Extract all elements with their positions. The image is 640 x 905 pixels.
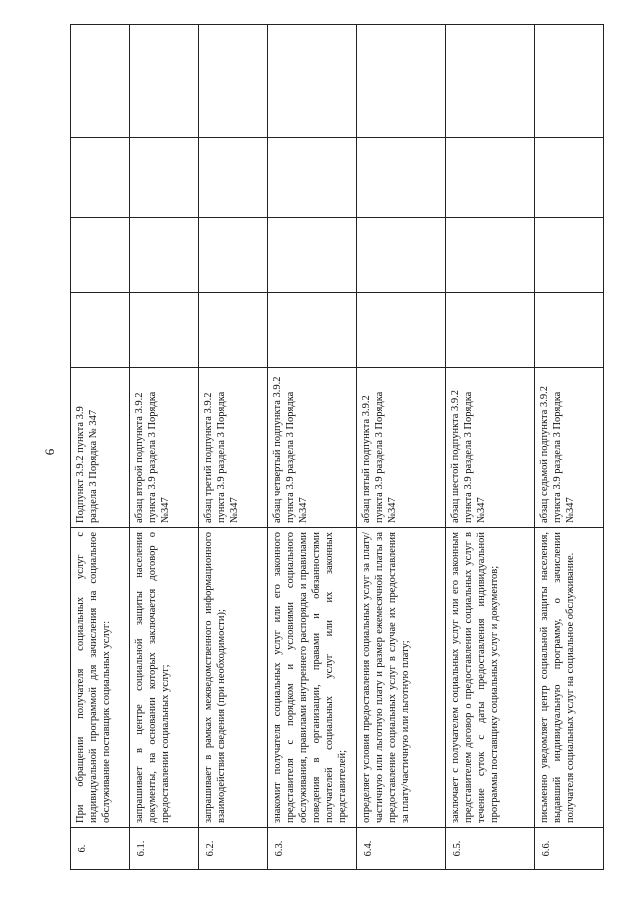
empty-cell [446,138,535,218]
item-number: 6. [71,828,130,870]
empty-cell [199,293,268,368]
item-number: 6.3. [268,828,357,870]
empty-cell [130,218,199,293]
requirement-text: запрашивает в рамках межведомственного информационного взаимодействия сведения (при необходимости); [199,528,268,828]
requirement-text: определяет условия предоставления социальных услуг за плату/частичную или льготную плату и размер ежемесячной платы за предоставление социальных услуг в случае их предоставления за плату/частичную или льготную плату; [357,528,446,828]
table-row [199,25,268,870]
legal-basis: абзац пятый подпункта 3.9.2 пункта 3.9 раздела 3 Порядка №347 [357,368,446,528]
requirement-text: знакомит получателя социальных услуг или его законного представителя с порядком и условиями социального обслуживания, правилами внутреннего распорядка и правилами поведения в организации, правами и обязанностями получателей социальных услуг или их законных представителей; [268,528,357,828]
empty-cell [357,293,446,368]
empty-cell [446,293,535,368]
empty-cell [357,138,446,218]
empty-cell [446,25,535,138]
table-row [535,25,604,870]
requirement-text: При обращении получателя социальных услуг с индивидуальной программой для зачисления на социальное обслуживание поставщик социальных услуг: [71,528,130,828]
empty-cell [130,25,199,138]
table-row [357,25,446,870]
item-number: 6.5. [446,828,535,870]
requirements-table [70,24,604,870]
empty-cell [199,25,268,138]
empty-cell [535,218,604,293]
empty-cell [71,218,130,293]
requirement-text: письменно уведомляет центр социальной защиты населения, выдавший индивидуальную программу, о зачислении получателя социальных услуг на социальное обслуживание. [535,528,604,828]
empty-cell [268,138,357,218]
empty-cell [71,25,130,138]
table-row [71,25,130,870]
item-number: 6.2. [199,828,268,870]
empty-cell [130,138,199,218]
empty-cell [268,218,357,293]
legal-basis: абзац третий подпункта 3.9.2 пункта 3.9 раздела 3 Порядка №347 [199,368,268,528]
empty-cell [71,293,130,368]
item-number: 6.4. [357,828,446,870]
table-row [130,25,199,870]
empty-cell [268,293,357,368]
empty-cell [446,218,535,293]
rotated-table-wrapper [70,25,590,870]
empty-cell [357,218,446,293]
legal-basis: абзац шестой подпункта 3.9.2 пункта 3.9 раздела 3 Порядка №347 [446,368,535,528]
empty-cell [357,25,446,138]
page-number: 6 [42,448,57,456]
table-row [268,25,357,870]
empty-cell [199,218,268,293]
requirement-text: заключает с получателем социальных услуг или его законным представителем договор о предоставлении социальных услуг в течение суток с даты предоставления индивидуальной программы поставщику социальных услуг и документов; [446,528,535,828]
legal-basis: абзац четвертый подпункта 3.9.2 пункта 3.9 раздела 3 Порядка №347 [268,368,357,528]
legal-basis: Подпункт 3.9.2 пункта 3.9 раздела 3 Порядка № 347 [71,368,130,528]
empty-cell [71,138,130,218]
legal-basis: абзац второй подпункта 3.9.2 пункта 3.9 раздела 3 Порядка №347 [130,368,199,528]
table-row [446,25,535,870]
requirement-text: запрашивает в центре социальной защиты населения документы, на основании которых заключается договор о предоставлении социальных услуг; [130,528,199,828]
item-number: 6.1. [130,828,199,870]
empty-cell [130,293,199,368]
item-number: 6.6. [535,828,604,870]
empty-cell [199,138,268,218]
empty-cell [535,25,604,138]
empty-cell [268,25,357,138]
legal-basis: абзац седьмой подпункта 3.9.2 пункта 3.9 раздела 3 Порядка №347 [535,368,604,528]
empty-cell [535,293,604,368]
empty-cell [535,138,604,218]
